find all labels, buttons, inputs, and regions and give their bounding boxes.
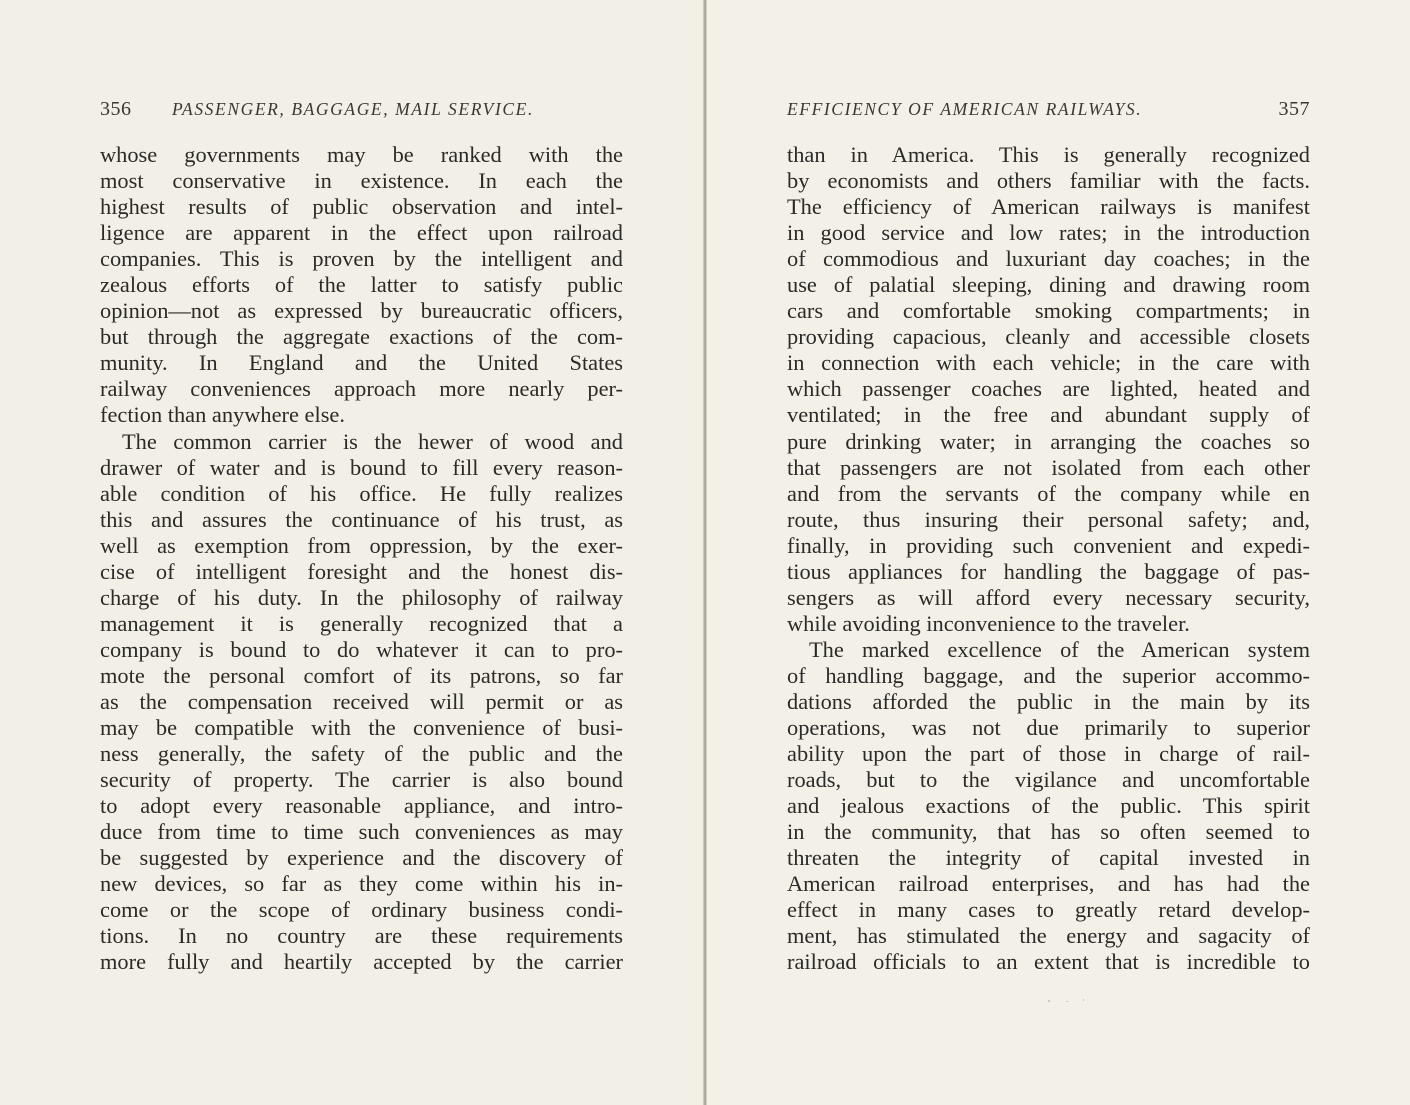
text-line: come or the scope of ordinary business condi- <box>100 897 623 923</box>
text-line: munity. In England and the United States <box>100 350 623 376</box>
text-line: fection than anywhere else. <box>100 402 345 428</box>
text-line: threaten the integrity of capital invested in <box>787 845 1310 871</box>
text-line: which passenger coaches are lighted, heated and <box>787 376 1310 402</box>
text-line: company is bound to do whatever it can to pro- <box>100 636 623 662</box>
text-line: companies. This is proven by the intelligent and <box>100 246 623 272</box>
right-page-number: 357 <box>1278 98 1310 120</box>
text-line: new devices, so far as they come within his in- <box>100 871 623 897</box>
text-line: cars and comfortable smoking compartments; in <box>787 298 1310 324</box>
text-line: tious appliances for handling the baggage of pas- <box>787 558 1310 584</box>
text-line: drawer of water and is bound to fill every reason- <box>100 454 623 480</box>
right-page <box>705 0 1410 1105</box>
text-line: this and assures the continuance of his trust, as <box>100 506 623 532</box>
text-line: dations afforded the public in the main by its <box>787 688 1310 714</box>
text-line: highest results of public observation and intel- <box>100 194 623 220</box>
text-line: management it is generally recognized that a <box>100 610 623 636</box>
text-line: providing capacious, cleanly and accessible closets <box>787 324 1310 350</box>
text-line: and jealous exactions of the public. This spirit <box>787 793 1310 819</box>
text-line: mote the personal comfort of its patrons, so far <box>100 662 623 688</box>
text-line: ability upon the part of those in charge of rail- <box>787 741 1310 767</box>
text-line: route, thus insuring their personal safety; and, <box>787 506 1310 532</box>
book-gutter <box>703 0 707 1105</box>
text-line: charge of his duty. In the philosophy of railway <box>100 584 623 610</box>
text-line: more fully and heartily accepted by the carrier <box>100 949 623 975</box>
text-line: operations, was not due primarily to superior <box>787 715 1310 741</box>
text-line: while avoiding inconvenience to the traveler. <box>787 610 1190 636</box>
text-line: The efficiency of American railways is manifest <box>787 194 1310 220</box>
left-page-body <box>100 142 623 976</box>
text-line: in good service and low rates; in the introduction <box>787 220 1310 246</box>
paper-speck <box>1066 1001 1068 1002</box>
text-line: of handling baggage, and the superior accommo- <box>787 662 1310 688</box>
text-line: by economists and others familiar with the facts. <box>787 168 1310 194</box>
text-line: tions. In no country are these requirements <box>100 923 623 949</box>
text-line: in the community, that has so often seemed to <box>787 819 1310 845</box>
text-line: to adopt every reasonable appliance, and intro- <box>100 793 623 819</box>
left-running-head: PASSENGER, BAGGAGE, MAIL SERVICE. <box>172 99 534 119</box>
text-line: effect in many cases to greatly retard develop- <box>787 897 1310 923</box>
text-line: railway conveniences approach more nearly per- <box>100 376 623 402</box>
text-line: ligence are apparent in the effect upon railroad <box>100 220 623 246</box>
text-line: zealous efforts of the latter to satisfy public <box>100 272 623 298</box>
text-line: railroad officials to an extent that is incredible to <box>787 949 1310 975</box>
text-line: that passengers are not isolated from each other <box>787 454 1310 480</box>
paragraph-start-line: The marked excellence of the American system <box>809 636 1310 662</box>
text-line: ment, has stimulated the energy and sagacity of <box>787 923 1310 949</box>
paper-speck <box>1083 999 1084 1001</box>
left-page-number: 356 <box>100 98 132 120</box>
text-line: than in America. This is generally recognized <box>787 142 1310 167</box>
text-line: finally, in providing such convenient and expedi- <box>787 532 1310 558</box>
text-line: ventilated; in the free and abundant supply of <box>787 402 1310 428</box>
text-line: as the compensation received will permit or as <box>100 688 623 714</box>
text-line: whose governments may be ranked with the <box>100 142 623 167</box>
text-line: sengers as will afford every necessary security, <box>787 584 1310 610</box>
text-line: roads, but to the vigilance and uncomfortable <box>787 767 1310 793</box>
text-line: of commodious and luxuriant day coaches; in the <box>787 246 1310 272</box>
text-line: most conservative in existence. In each the <box>100 168 623 194</box>
paper-speck <box>1048 1000 1050 1002</box>
text-line: cise of intelligent foresight and the honest dis- <box>100 558 623 584</box>
text-line: be suggested by experience and the discovery of <box>100 845 623 871</box>
paragraph-start-line: The common carrier is the hewer of wood and <box>122 428 623 454</box>
text-line: American railroad enterprises, and has had the <box>787 871 1310 897</box>
text-line: in connection with each vehicle; in the care with <box>787 350 1310 376</box>
text-line: and from the servants of the company while en <box>787 480 1310 506</box>
text-line: pure drinking water; in arranging the coaches so <box>787 428 1310 454</box>
right-running-head: EFFICIENCY OF AMERICAN RAILWAYS. <box>787 99 1143 119</box>
text-line: able condition of his office. He fully realizes <box>100 480 623 506</box>
text-line: security of property. The carrier is also bound <box>100 767 623 793</box>
text-line: use of palatial sleeping, dining and drawing room <box>787 272 1310 298</box>
text-line: well as exemption from oppression, by the exer- <box>100 532 623 558</box>
text-line: may be compatible with the convenience of busi- <box>100 715 623 741</box>
right-page-body <box>787 142 1310 976</box>
text-line: opinion—not as expressed by bureaucratic officers, <box>100 298 623 324</box>
text-line: ness generally, the safety of the public and the <box>100 741 623 767</box>
text-line: duce from time to time such conveniences as may <box>100 819 623 845</box>
text-line: but through the aggregate exactions of the com- <box>100 324 623 350</box>
